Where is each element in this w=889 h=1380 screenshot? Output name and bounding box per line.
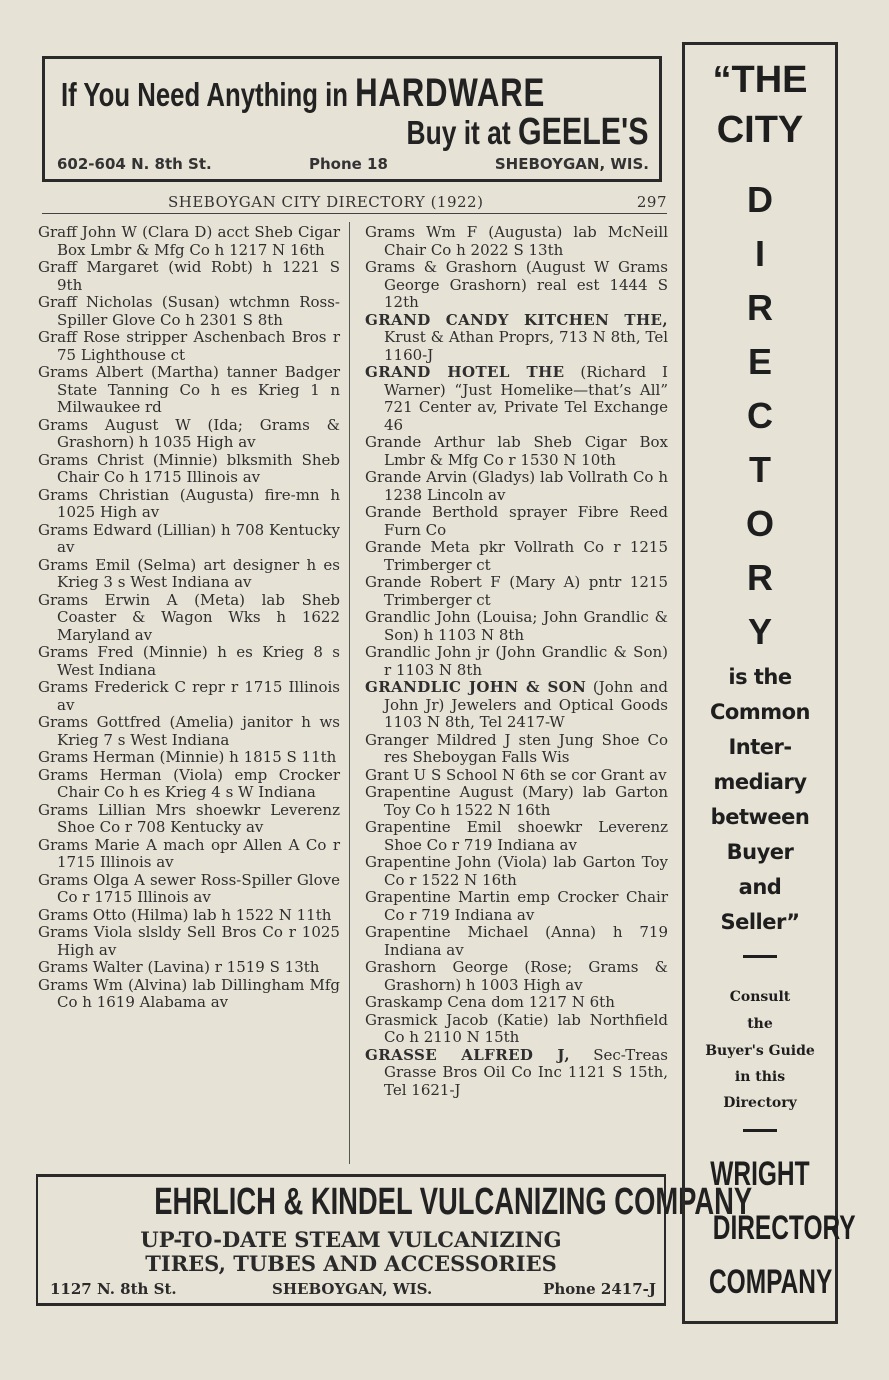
directory-entry xyxy=(365,819,668,854)
headline-hardware: HARDWARE xyxy=(355,71,546,115)
store-city: SHEBOYGAN, WIS. xyxy=(494,155,649,173)
side-ad-phrase: Buyer xyxy=(726,840,794,864)
entry-details: (John and John Jr) Jewelers and Optical Goods 1103 N 8th, Tel 2417-W xyxy=(384,678,668,731)
right-listing-column xyxy=(365,224,668,1099)
store-address: 602-604 N. 8th St. xyxy=(57,155,212,173)
side-ad-consult: Buyer's Guide xyxy=(705,1043,815,1059)
entry-name: Grapentine August xyxy=(365,783,514,801)
entry-name: Grams Fred xyxy=(38,643,134,661)
entry-details: (Meta) lab Sheb Coaster & Wagon Wks h 1622 Maryland av xyxy=(57,590,340,644)
entry-name: Grams Wm F xyxy=(365,223,478,241)
entry-details: (Rose; Grams & Grashorn) h 1003 High av xyxy=(384,958,669,994)
publisher-word: COMPANY xyxy=(708,1263,833,1301)
side-ad-city: CITY xyxy=(716,109,804,151)
entry-details: (Ida; Grams & Grashorn) h 1035 High av xyxy=(57,415,340,451)
entry-details: N 6th se cor Grant av xyxy=(497,765,667,784)
entry-details: pkr Vollrath Co r 1215 Trimberger ct xyxy=(384,538,669,574)
directory-entry xyxy=(38,644,340,679)
directory-entry xyxy=(365,1012,668,1047)
entry-name: Grapentine Emil xyxy=(365,818,502,836)
entry-details: (Selma) art designer h es Krieg 3 s West Indiana av xyxy=(57,555,340,591)
store-phone: Phone 18 xyxy=(309,155,388,173)
entry-name: Grams Albert xyxy=(38,363,144,381)
directory-entry xyxy=(365,854,668,889)
entry-name: GRAND CANDY KITCHEN THE, xyxy=(365,310,668,329)
entry-name: Graskamp Cena xyxy=(365,993,487,1011)
publisher-word: WRIGHT xyxy=(710,1155,810,1193)
store-name: GEELE'S xyxy=(518,111,649,153)
entry-name: Grams Otto xyxy=(38,905,127,924)
directory-letter: C xyxy=(747,395,773,436)
entry-name: Grande Arthur xyxy=(365,433,485,451)
entry-details: (Susan) wtchmn Ross-Spiller Glove Co h 2301 S 8th xyxy=(57,293,340,329)
directory-letter: R xyxy=(747,287,773,328)
entry-details: (Viola) emp Crocker Chair Co h es Krieg 4 s W Indiana xyxy=(57,765,340,801)
entry-name: Grandlic John jr xyxy=(365,643,490,661)
directory-entry xyxy=(365,504,668,539)
company-name-text: EHRLICH & KINDEL VULCANIZING COMPANY xyxy=(154,1181,753,1223)
side-ad-rule xyxy=(743,1129,777,1132)
side-ad-phrase: between xyxy=(710,805,810,829)
vulcanizing-city: SHEBOYGAN, WIS. xyxy=(272,1280,433,1298)
entry-details: Sec-Treas Grasse Bros Oil Co Inc 1121 S 15th, Tel 1621-J xyxy=(384,1045,668,1099)
side-ad-phrase: and xyxy=(738,875,782,899)
directory-entry xyxy=(365,1047,668,1100)
publisher-line xyxy=(685,1263,835,1302)
side-ad-the: “THE xyxy=(712,59,808,101)
side-ad-rule xyxy=(743,955,777,958)
vulcanizing-tagline-2: TIRES, TUBES AND ACCESSORIES xyxy=(145,1251,557,1276)
side-ad-consult: Consult xyxy=(729,989,791,1005)
entry-name: Grasmick Jacob xyxy=(365,1010,489,1029)
directory-entry xyxy=(38,364,340,417)
directory-entry xyxy=(365,469,668,504)
entry-details: (John Grandlic & Son) r 1103 N 8th xyxy=(384,643,668,679)
side-ad-consult: Directory xyxy=(723,1095,797,1111)
entry-name: Grashorn George xyxy=(365,958,509,976)
directory-letter: R xyxy=(747,557,773,598)
directory-entry xyxy=(38,907,340,925)
left-listing-column xyxy=(38,224,340,1012)
vulcanizing-advertisement xyxy=(36,1174,753,1306)
headline-prefix: If You Need Anything in xyxy=(61,76,348,113)
vulcanizing-tagline-1: UP-TO-DATE STEAM VULCANIZING xyxy=(140,1227,562,1252)
side-ad-phrase: is the xyxy=(728,665,792,689)
entry-details: (Mary A) pntr 1215 Trimberger ct xyxy=(384,573,668,609)
directory-entry xyxy=(38,924,340,959)
entry-name: Grams Herman xyxy=(38,765,162,784)
entry-details: Krust & Athan Proprs, 713 N 8th, Tel 1160-J xyxy=(384,328,668,364)
hardware-ad-subline xyxy=(407,111,649,154)
column-divider xyxy=(349,222,350,1164)
entry-name: Grams Emil xyxy=(38,555,131,574)
entry-details: stripper Aschenbach Bros r 75 Lighthouse ct xyxy=(57,328,340,364)
entry-details: (Amelia) janitor h ws Krieg 7 s West Indiana xyxy=(57,713,340,749)
entry-name: Grams Marie A xyxy=(38,835,157,854)
directory-entry xyxy=(365,539,668,574)
entry-name: Grande Robert F xyxy=(365,573,501,591)
entry-details: shoewkr Leverenz Shoe Co r 719 Indiana av xyxy=(384,818,669,854)
directory-entry xyxy=(365,994,668,1012)
directory-entry xyxy=(38,259,340,294)
entry-details: repr r 1715 Illinois av xyxy=(57,678,340,714)
entry-details: mach opr Allen A Co r 1715 Illinois av xyxy=(57,835,340,871)
directory-entry xyxy=(38,592,340,645)
entry-details: (Minnie) h es Krieg 8 s West Indiana xyxy=(57,643,341,679)
entry-details: sten Jung Shoe Co res Sheboygan Falls Wis xyxy=(384,730,668,766)
entry-details: emp Crocker Chair Co r 719 Indiana av xyxy=(384,888,668,924)
side-ad-phrase: Common xyxy=(710,700,810,724)
directory-letter: O xyxy=(745,503,774,544)
directory-letter: Y xyxy=(747,611,772,652)
page-number: 297 xyxy=(636,193,667,211)
directory-entry xyxy=(38,294,340,329)
entry-name: Grande Berthold xyxy=(365,503,499,521)
entry-details: (Augusta) fire-mn h 1025 High av xyxy=(57,485,340,521)
entry-name: Grams Edward xyxy=(38,520,152,539)
hardware-advertisement xyxy=(42,56,662,182)
directory-entry xyxy=(365,609,668,644)
directory-entry xyxy=(365,574,668,609)
directory-entry xyxy=(38,679,340,714)
directory-entry xyxy=(365,434,668,469)
directory-entry xyxy=(38,837,340,872)
directory-entry xyxy=(38,329,340,364)
entry-details: shoewkr Leverenz Shoe Co r 708 Kentucky av xyxy=(57,800,340,836)
entry-details: (Lillian) h 708 Kentucky av xyxy=(57,520,340,556)
entry-details: (Minnie) h 1815 S 11th xyxy=(154,748,337,766)
directory-letter: I xyxy=(754,233,765,274)
entry-name: Graff Margaret xyxy=(38,258,159,276)
directory-entry xyxy=(365,767,668,785)
entry-details: (Minnie) blksmith Sheb Chair Co h 1715 Illinois av xyxy=(57,450,340,486)
directory-entry xyxy=(365,679,668,732)
entry-name: Grams Wm xyxy=(38,975,123,994)
entry-name: Grandlic John xyxy=(365,608,471,626)
publisher-line xyxy=(685,1209,856,1248)
directory-entry xyxy=(365,784,668,819)
directory-entry xyxy=(365,364,668,434)
entry-name: Graff John W xyxy=(38,223,137,241)
entry-details: dom 1217 N 6th xyxy=(486,993,615,1011)
entry-name: Grande Meta xyxy=(365,538,470,556)
directory-entry xyxy=(365,889,668,924)
side-ad-consult: in this xyxy=(734,1069,786,1085)
entry-name: GRASSE ALFRED J, xyxy=(365,1045,570,1064)
directory-entry xyxy=(365,924,668,959)
directory-entry xyxy=(38,487,340,522)
hardware-ad-headline xyxy=(61,71,545,116)
entry-name: Grams Frederick C xyxy=(38,678,187,696)
entry-name: Granger Mildred J xyxy=(365,730,511,749)
directory-entry xyxy=(38,802,340,837)
directory-entry xyxy=(365,644,668,679)
directory-entry xyxy=(38,417,340,452)
entry-name: Grams Gottfred xyxy=(38,713,161,731)
entry-details: (Martha) tanner Badger State Tanning Co h es Krieg 1 n Milwaukee rd xyxy=(57,363,341,416)
directory-title: SHEBOYGAN CITY DIRECTORY (1922) xyxy=(168,193,484,211)
directory-entry xyxy=(38,767,340,802)
directory-entry xyxy=(38,959,340,977)
entry-details: slsldy Sell Bros Co r 1025 High av xyxy=(57,923,340,959)
directory-entry xyxy=(38,749,340,767)
entry-name: Grams Olga A xyxy=(38,870,145,889)
entry-details: lab Sheb Cigar Box Lmbr & Mfg Co r 1530 N 10th xyxy=(384,433,668,469)
entry-details: (Gladys) lab Vollrath Co h 1238 Lincoln av xyxy=(384,468,668,504)
entry-details: (Anna) h 719 Indiana av xyxy=(384,923,669,959)
vulcanizing-company-name xyxy=(38,1181,753,1224)
entry-name: Grams August W xyxy=(38,415,191,434)
directory-entry xyxy=(365,732,668,767)
entry-name: Grams & Grashorn xyxy=(365,258,518,276)
entry-name: Grams Lillian Mrs xyxy=(38,800,186,819)
entry-details: (Louisa; John Grandlic & Son) h 1103 N 8th xyxy=(384,608,668,644)
entry-details: (Hilma) lab h 1522 N 11th xyxy=(126,905,332,924)
directory-entry xyxy=(38,977,340,1012)
entry-details: (Richard I Warner) “Just Homelike—that’s All” 721 Center av, Private Tel Exchange 46 xyxy=(384,363,668,434)
entry-name: Grapentine Martin xyxy=(365,888,510,906)
vulcanizing-address: 1127 N. 8th St. xyxy=(50,1280,177,1298)
directory-entry xyxy=(38,452,340,487)
directory-letter: T xyxy=(749,449,771,490)
directory-entry xyxy=(365,224,668,259)
vulcanizing-phone: Phone 2417-J xyxy=(543,1280,656,1298)
entry-name: Grande Arvin xyxy=(365,468,468,486)
running-head xyxy=(42,193,667,214)
entry-details: (Alvina) lab Dillingham Mfg Co h 1619 Alabama av xyxy=(57,975,340,1011)
directory-entry xyxy=(38,872,340,907)
entry-name: Grams Herman xyxy=(38,748,155,766)
directory-entry xyxy=(38,522,340,557)
entry-name: Grams Walter xyxy=(38,958,143,976)
publisher-line xyxy=(685,1155,835,1194)
entry-details: (Lavina) r 1519 S 13th xyxy=(142,958,320,976)
side-ad-phrase: Seller” xyxy=(720,910,800,934)
publisher-word: DIRECTORY xyxy=(712,1209,856,1247)
directory-entry xyxy=(38,714,340,749)
entry-details: sprayer Fibre Reed Furn Co xyxy=(384,503,668,539)
side-ad-phrase: mediary xyxy=(713,770,807,794)
directory-entry xyxy=(365,959,668,994)
city-directory-side-ad xyxy=(682,42,856,1324)
entry-details: (August W Grams George Grashorn) real est 1444 S 12th xyxy=(384,258,668,311)
entry-details: sewer Ross-Spiller Glove Co r 1715 Illinois av xyxy=(57,870,340,906)
side-ad-consult: the xyxy=(747,1016,773,1032)
directory-letter: E xyxy=(747,341,772,382)
directory-entry xyxy=(365,312,668,365)
entry-name: Grams Viola xyxy=(38,923,133,941)
entry-name: Graff Rose xyxy=(38,328,120,346)
entry-details: (Mary) lab Garton Toy Co h 1522 N 16th xyxy=(384,783,668,819)
entry-name: Grant U S School xyxy=(365,765,498,784)
directory-letter: D xyxy=(747,179,773,220)
entry-details: (Clara D) acct Sheb Cigar Box Lmbr & Mfg Co h 1217 N 16th xyxy=(57,223,340,259)
entry-name: Grapentine John xyxy=(365,853,492,871)
side-ad-phrase: Inter- xyxy=(728,735,792,759)
entry-name: Grapentine Michael xyxy=(365,923,529,941)
entry-name: Grams Christian xyxy=(38,485,169,504)
directory-entry xyxy=(365,259,668,312)
entry-name: Graff Nicholas xyxy=(38,293,153,311)
subline-prefix: Buy it at xyxy=(406,114,512,151)
directory-entry xyxy=(38,557,340,592)
entry-details: (Augusta) lab McNeill Chair Co h 2022 S 13th xyxy=(384,223,668,259)
entry-name: GRANDLIC JOHN & SON xyxy=(365,678,587,696)
directory-entry xyxy=(38,224,340,259)
entry-details: (Viola) lab Garton Toy Co r 1522 N 16th xyxy=(384,853,669,889)
entry-name: Grams Christ xyxy=(38,450,144,469)
entry-details: (wid Robt) h 1221 S 9th xyxy=(57,258,340,294)
entry-details: (Katie) lab Northfield Co h 2110 N 15th xyxy=(384,1010,668,1046)
entry-name: GRAND HOTEL THE xyxy=(365,363,565,381)
entry-name: Grams Erwin A xyxy=(38,590,178,609)
